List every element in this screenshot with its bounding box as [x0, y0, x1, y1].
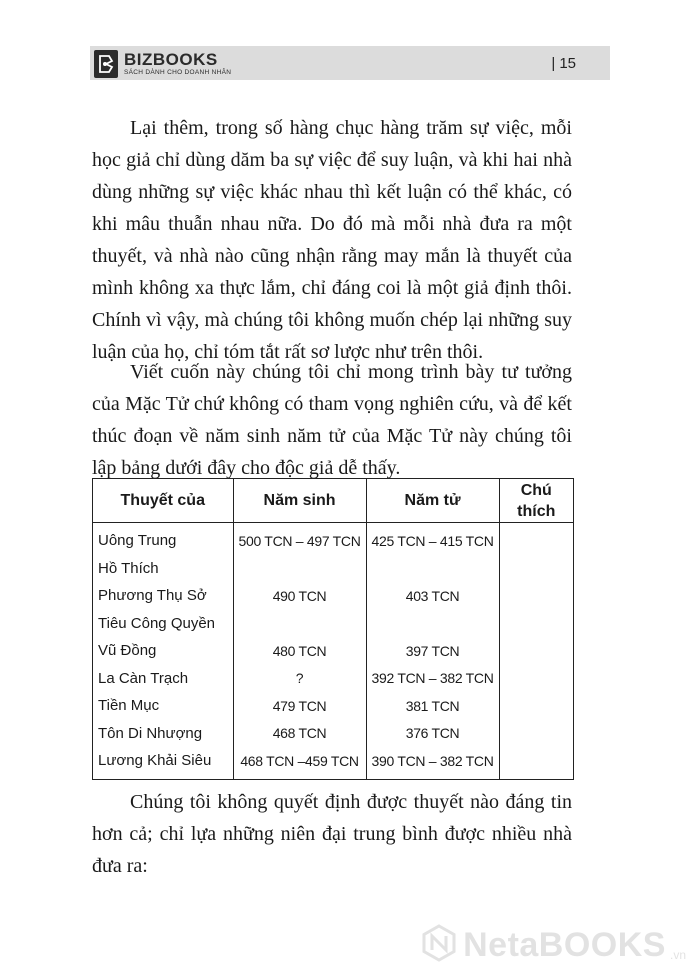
- watermark: [419, 923, 686, 968]
- death-year: 381 TCN: [366, 692, 499, 720]
- death-year: 376 TCN: [366, 720, 499, 748]
- header-birth-year: Năm sinh: [233, 479, 366, 523]
- note: [499, 523, 573, 555]
- note: [499, 555, 573, 583]
- scholar-name: Lương Khải Siêu: [93, 747, 234, 779]
- paragraph-1: Lại thêm, trong số hàng chục hàng trăm sự việc, mỗi học giả chỉ dùng dăm ba sự việc để suy luận, và khi hai nhà dùng những sự việc khác nhau thì kết luận có thể khác, có khi mâu thuẫn nhau nữa. Do đó mà mỗi nhà đưa ra một thuyết, và nhà nào cũng nhận rằng may mắn là thuyết của mình không xa thực lắm, chỉ đáng coi là một giả định thôi. Chính vì vậy, mà chúng tôi không muốn chép lại những suy luận của họ, chỉ tóm tắt rất sơ lược như trên thôi.: [92, 117, 572, 363]
- death-year: 392 TCN – 382 TCN: [366, 665, 499, 693]
- birth-year: 490 TCN: [233, 582, 366, 610]
- netabooks-logo-icon: [419, 923, 459, 968]
- birth-year: [233, 555, 366, 583]
- birth-year: 500 TCN – 497 TCN: [233, 523, 366, 555]
- note: [499, 692, 573, 720]
- death-year: [366, 610, 499, 638]
- scholar-name: Hồ Thích: [93, 555, 234, 583]
- note: [499, 720, 573, 748]
- death-year: 390 TCN – 382 TCN: [366, 747, 499, 779]
- watermark-suffix: .vn: [669, 948, 686, 962]
- page-number-divider: |: [551, 55, 556, 72]
- scholar-name: Phương Thụ Sở: [93, 582, 234, 610]
- brand-tagline: SÁCH DÀNH CHO DOANH NHÂN: [124, 69, 232, 77]
- header-theory: Thuyết của: [93, 479, 234, 523]
- table-row: [93, 692, 574, 720]
- paragraph-2: Viết cuốn này chúng tôi chỉ mong trình bày tư tưởng của Mặc Tử chứ không có tham vọng nghiên cứu, và để kết thúc đoạn về năm sinh năm tử của Mặc Tử này chúng tôi lập bảng dưới đây cho độc giả dễ thấy.: [92, 361, 572, 479]
- table-row: [93, 555, 574, 583]
- table-row: [93, 610, 574, 638]
- table-row: [93, 523, 574, 555]
- death-year: 397 TCN: [366, 637, 499, 665]
- publisher-logo: [94, 48, 231, 80]
- header-note: Chú thích: [499, 479, 573, 523]
- page-number-value: 15: [559, 55, 576, 72]
- table-header-row: [93, 479, 574, 523]
- note: [499, 747, 573, 779]
- scholar-name: Tiêu Công Quyền: [93, 610, 234, 638]
- table-row: [93, 747, 574, 779]
- birth-year: 468 TCN –459 TCN: [233, 747, 366, 779]
- birth-year: 468 TCN: [233, 720, 366, 748]
- note: [499, 665, 573, 693]
- death-year: [366, 555, 499, 583]
- birth-year: ?: [233, 665, 366, 693]
- birth-year: 479 TCN: [233, 692, 366, 720]
- birth-year: 480 TCN: [233, 637, 366, 665]
- note: [499, 582, 573, 610]
- note: [499, 610, 573, 638]
- table-row: [93, 665, 574, 693]
- death-year: 425 TCN – 415 TCN: [366, 523, 499, 555]
- note: [499, 637, 573, 665]
- page-number: [551, 55, 576, 72]
- scholar-name: La Càn Trạch: [93, 665, 234, 693]
- scholar-name: Tiền Mục: [93, 692, 234, 720]
- watermark-text: NetaBOOKS: [463, 926, 666, 964]
- birth-year: [233, 610, 366, 638]
- table-row: [93, 637, 574, 665]
- bizbooks-logo-icon: [94, 50, 118, 78]
- table-row: [93, 582, 574, 610]
- paragraph-3: Chúng tôi không quyết định được thuyết nào đáng tin hơn cả; chỉ lựa những niên đại trung bình được nhiều nhà đưa ra:: [92, 791, 572, 877]
- table-row: [93, 720, 574, 748]
- scholar-name: Uông Trung: [93, 523, 234, 555]
- header-death-year: Năm tử: [366, 479, 499, 523]
- brand-name: BIZBOOKS: [124, 50, 218, 70]
- scholar-name: Tôn Di Nhượng: [93, 720, 234, 748]
- death-year: 403 TCN: [366, 582, 499, 610]
- birth-death-table: [92, 478, 574, 780]
- scholar-name: Vũ Đồng: [93, 637, 234, 665]
